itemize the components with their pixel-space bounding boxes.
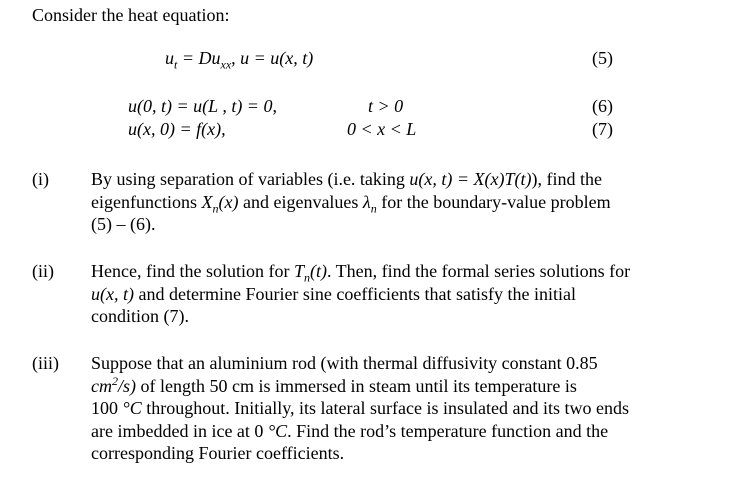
intro-text: Consider the heat equation: [32,5,230,25]
part-i-text: By using separation of variables (i.e. taking u(x, t) = X(x)T(t)), find the eigenfunctions $X_n(x)$ and eigenvalues $\lambda_n$ for the boundary-value problem (5) – (6). [91,169,611,234]
part-iii-text: Suppose that an aluminium rod (with thermal diffusivity constant 0.85 $cm^2/s$) of length 50 cm is immersed in steam until its temperature is 100 °C throughout. Initially, its lateral surface is insulated and its two ends are imbedded in ice at 0 °C. Find the rod’s temperature function and the corresponding Fourier coefficients. [91,353,629,463]
initial-condition-domain: 0 < x < L [347,119,417,139]
boundary-condition-domain: t > 0 [368,96,404,116]
initial-condition: u(x, 0) = f(x), [128,119,226,139]
equation-number-5: (5) [592,48,613,68]
part-label-ii: (ii) [32,261,54,281]
part-label-i: (i) [32,169,49,189]
equation-number-7: (7) [592,119,613,139]
part-label-iii: (iii) [32,353,59,373]
part-ii-text: Hence, find the solution for $T_n(t)$. Then, find the formal series solutions for u(x, t) and determine Fourier sine coefficients that satisfy the initial condition (7). [91,261,631,326]
heat-equation: $u_t = Du_{xx}$, u = u(x, t) [165,48,314,72]
boundary-condition: u(0, t) = u(L , t) = 0, [128,96,277,116]
equation-number-6: (6) [592,96,613,116]
